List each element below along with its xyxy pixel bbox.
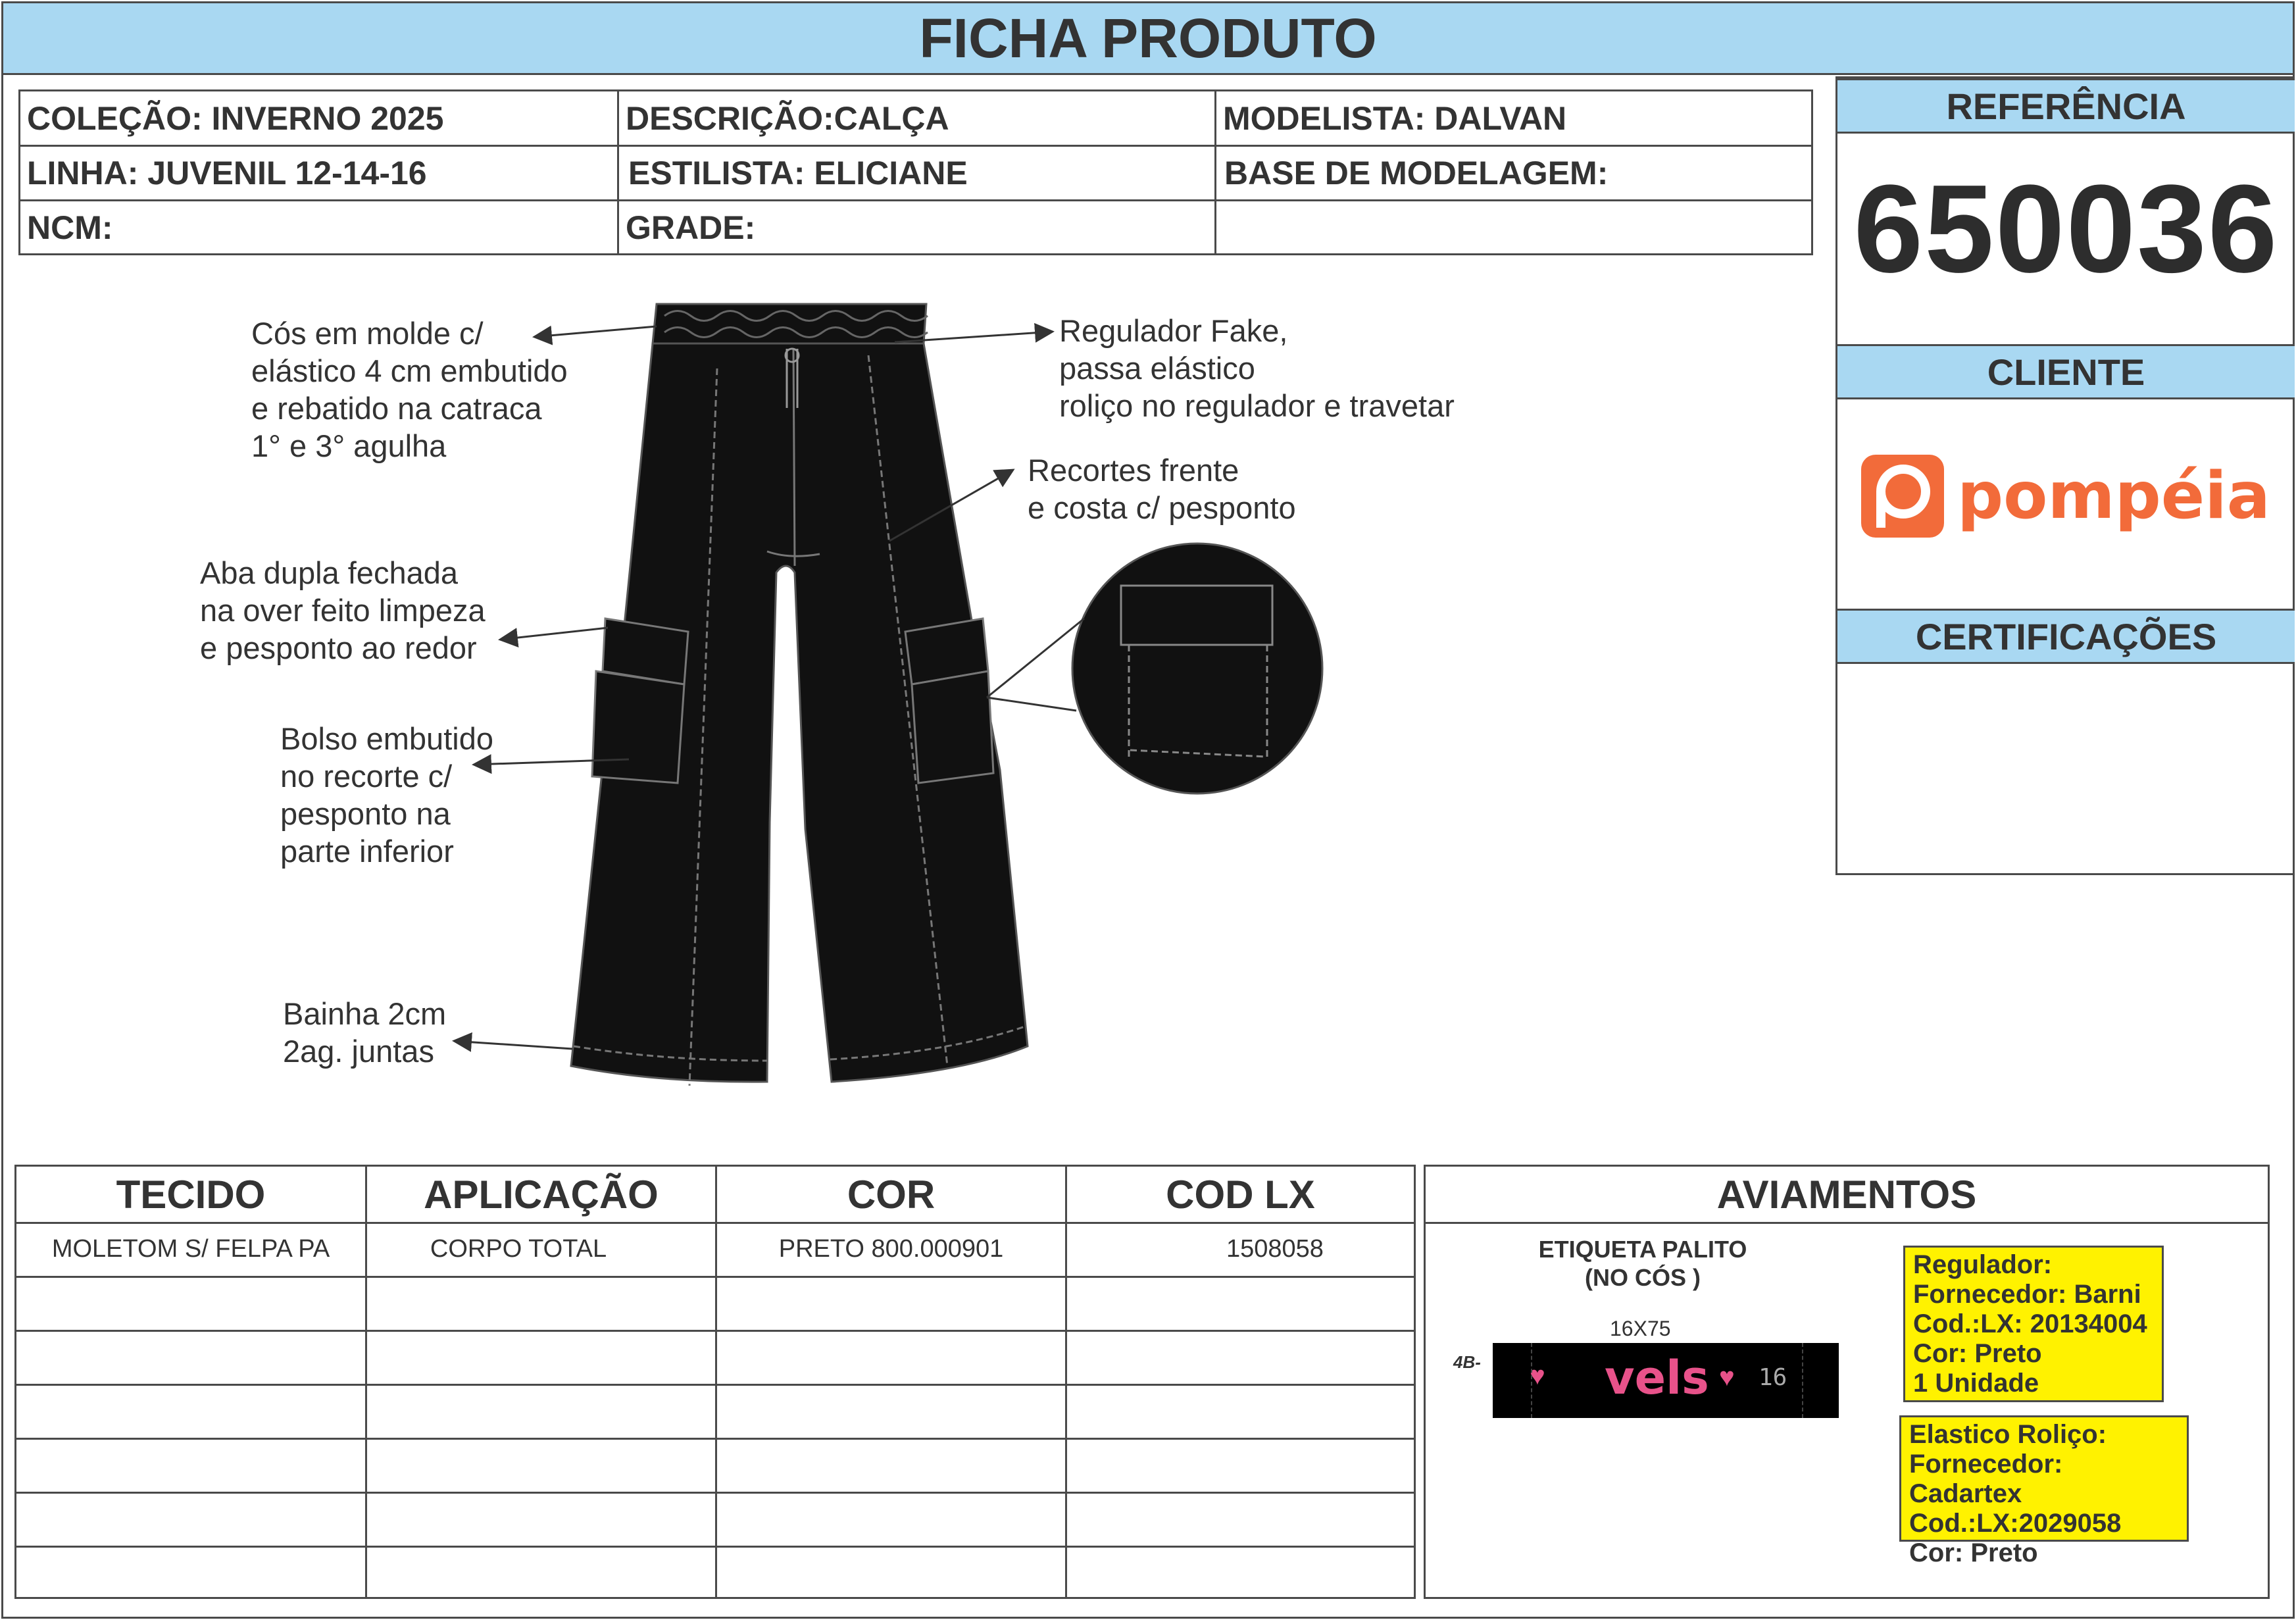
header-cor: COR	[847, 1172, 936, 1217]
regulador-note: Regulador: Fornecedor: Barni Cod.:LX: 20134004 Cor: Preto 1 Unidade	[1903, 1246, 2164, 1402]
annotation-recortes: Recortes frente e costa c/ pesponto	[1028, 453, 1296, 525]
detail-zoom-circle	[987, 544, 1322, 794]
descricao-field: DESCRIÇÃO:CALÇA	[626, 99, 949, 137]
label-number: 16	[1759, 1364, 1787, 1391]
grade-field: GRADE:	[626, 209, 756, 246]
annotation-cos: Cós em molde c/ elástico 4 cm embutido e rebatido na catraca 1° e 3° agulha	[251, 316, 568, 463]
ncm-field: NCM:	[27, 209, 113, 246]
fabric-table	[14, 1165, 1416, 1599]
client-logo-text: pompéia	[1957, 459, 2270, 534]
header-cod-lx: COD LX	[1166, 1172, 1315, 1217]
annotation-bainha: Bainha 2cm 2ag. juntas	[283, 996, 447, 1069]
colecao-field: COLEÇÃO: INVERNO 2025	[27, 99, 444, 137]
etiqueta-code: 4B-	[1453, 1352, 1481, 1372]
header-aplicacao: APLICAÇÃO	[424, 1172, 659, 1217]
cliente-label: CLIENTE	[1837, 344, 2295, 399]
aviamentos-panel	[1424, 1165, 2270, 1599]
aviamentos-title: AVIAMENTOS	[1716, 1172, 1977, 1217]
woven-label	[1493, 1343, 1839, 1418]
elastico-note: Elastico Roliço: Fornecedor: Cadartex Cod.:LX:2029058 Cor: Preto	[1899, 1415, 2189, 1542]
table-cell-cor: PRETO 800.000901	[778, 1234, 1004, 1263]
etiqueta-size: 16X75	[1610, 1317, 1671, 1340]
header-tecido: TECIDO	[116, 1172, 266, 1217]
annotation-regulador: Regulador Fake, passa elástico roliço no regulador e travetar	[1059, 313, 1455, 423]
heart-icon: ♥	[1719, 1363, 1735, 1392]
table-cell-aplicacao: CORPO TOTAL	[430, 1234, 607, 1263]
page-title: FICHA PRODUTO	[1, 1, 2295, 75]
table-cell-cod-lx: 1508058	[1226, 1234, 1324, 1263]
modelista-field: MODELISTA: DALVAN	[1223, 99, 1567, 137]
base-modelagem-field: BASE DE MODELAGEM:	[1224, 155, 1609, 191]
reference-number: 650036	[1853, 159, 2279, 299]
label-brand: vels	[1605, 1351, 1709, 1405]
certificacoes-label: CERTIFICAÇÕES	[1837, 609, 2295, 664]
table-cell-tecido: MOLETOM S/ FELPA PA	[51, 1234, 330, 1263]
annotation-aba: Aba dupla fechada na over feito limpeza e pesponto ao redor	[200, 555, 486, 665]
annotation-bolso: Bolso embutido no recorte c/ pesponto na parte inferior	[280, 721, 493, 869]
estilista-field: ESTILISTA: ELICIANE	[628, 155, 968, 191]
heart-icon: ♥	[1530, 1361, 1545, 1390]
referencia-label: REFERÊNCIA	[1837, 78, 2295, 134]
pants-sketch	[571, 304, 1028, 1086]
linha-field: LINHA: JUVENIL 12-14-16	[27, 155, 427, 191]
etiqueta-title: ETIQUETA PALITO (NO CÓS )	[1538, 1236, 1747, 1291]
